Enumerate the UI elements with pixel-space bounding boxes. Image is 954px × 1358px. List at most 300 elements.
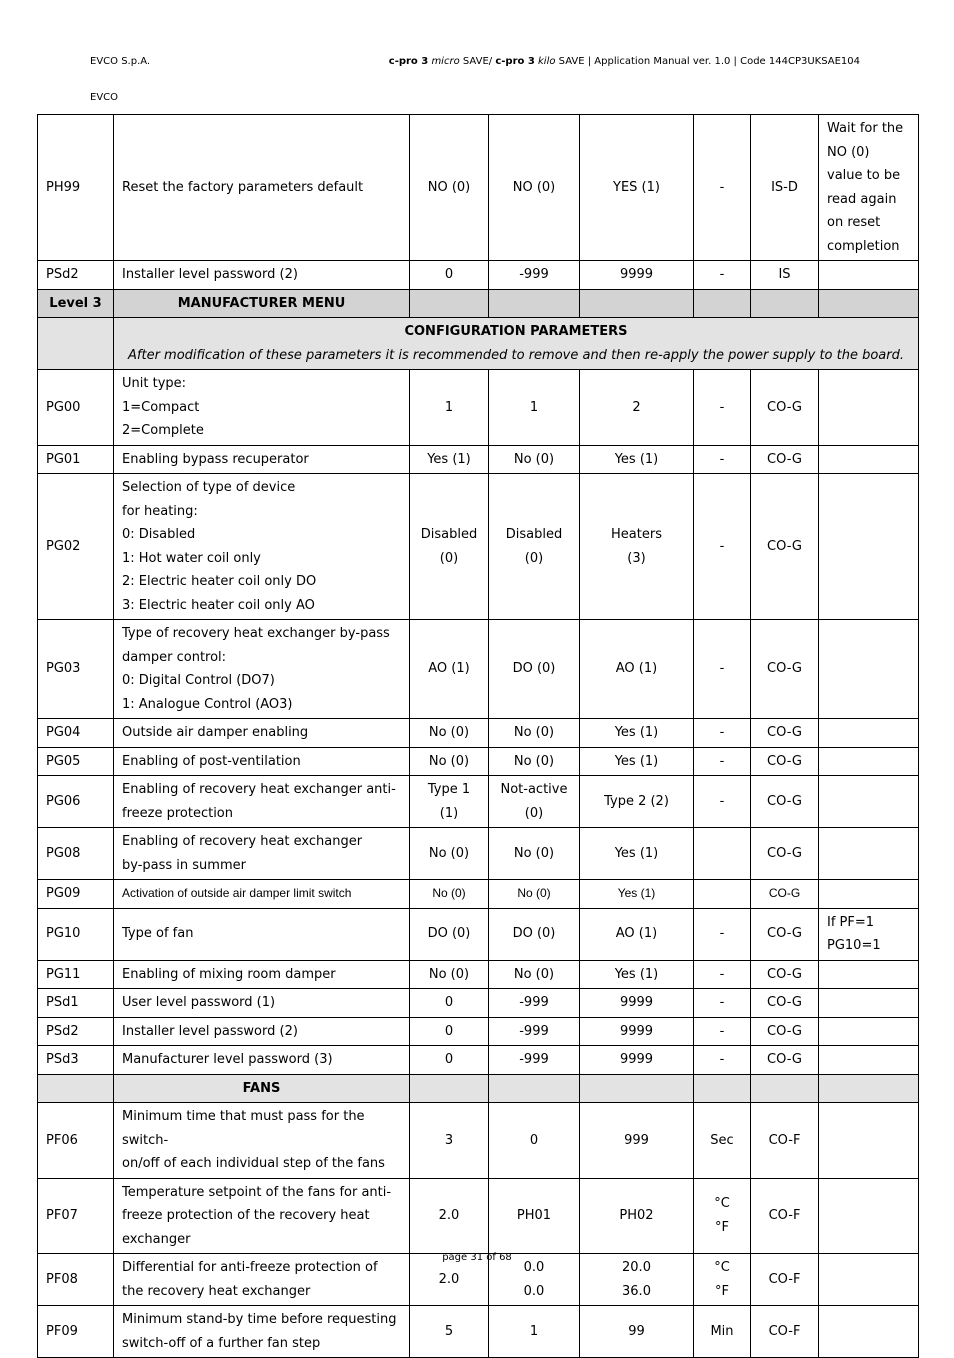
param-max	[580, 828, 694, 880]
param-max	[580, 115, 694, 261]
param-notes	[819, 474, 919, 620]
param-notes-line: PG10=1	[827, 938, 881, 953]
param-unit-line: Min	[710, 1323, 734, 1339]
param-code: PG10	[38, 908, 114, 960]
param-notes	[819, 828, 919, 880]
param-min-line: No (0)	[517, 886, 551, 900]
param-code: PF08	[38, 1254, 114, 1306]
param-code: PSd2	[38, 261, 114, 290]
param-max-line: (3)	[627, 550, 646, 566]
param-code: PF06	[38, 1103, 114, 1179]
param-min	[489, 1103, 580, 1179]
param-unit-line: °F	[715, 1219, 729, 1235]
param-min-line: Disabled	[505, 527, 563, 542]
param-default	[410, 719, 489, 748]
param-max-line: Yes (1)	[614, 451, 659, 467]
config-header-row	[38, 318, 919, 370]
param-default	[410, 960, 489, 989]
fans-title: FANS	[114, 1074, 410, 1103]
table-row	[38, 370, 919, 446]
param-max-line: AO (1)	[615, 926, 658, 942]
param-notes	[819, 1103, 919, 1179]
param-notes	[819, 115, 919, 261]
param-unit-line: -	[719, 995, 725, 1010]
param-max-line: Yes (1)	[614, 753, 659, 769]
param-description	[114, 115, 410, 261]
param-visibility: CO-G	[751, 1046, 819, 1075]
param-min	[489, 445, 580, 474]
param-code: PG03	[38, 620, 114, 719]
param-description-line: Installer level password (2)	[122, 1023, 298, 1039]
param-max-line: 9999	[619, 995, 654, 1010]
param-description-line: Minimum time that must pass for the switch-	[122, 1109, 365, 1148]
param-max	[580, 880, 694, 909]
header-brand: EVCO	[90, 92, 119, 103]
param-max	[580, 989, 694, 1018]
param-description-line: Temperature setpoint of the fans for anti-	[122, 1184, 392, 1200]
param-code: PSd3	[38, 1046, 114, 1075]
empty-cell	[410, 289, 489, 318]
param-unit	[694, 776, 751, 828]
title-variant-2: kilo	[538, 56, 556, 67]
param-min	[489, 908, 580, 960]
empty-cell	[489, 289, 580, 318]
param-description-line: on/off of each individual step of the fans	[122, 1156, 385, 1171]
param-notes	[819, 960, 919, 989]
param-max-line: 36.0	[622, 1283, 651, 1299]
param-min	[489, 474, 580, 620]
param-code: PSd2	[38, 1017, 114, 1046]
empty-cell	[410, 1074, 489, 1103]
param-default	[410, 989, 489, 1018]
param-max	[580, 1178, 694, 1254]
param-min	[489, 880, 580, 909]
param-max-line: Yes (1)	[614, 966, 659, 982]
param-default-line: 0	[444, 267, 454, 282]
param-visibility: CO-F	[751, 1306, 819, 1358]
param-min-line: DO (0)	[512, 926, 556, 942]
param-min-line: No (0)	[513, 966, 555, 982]
param-description	[114, 474, 410, 620]
param-default	[410, 880, 489, 909]
param-visibility: CO-G	[751, 1017, 819, 1046]
param-unit-line: -	[719, 1052, 725, 1067]
param-notes-line: on reset	[827, 215, 881, 230]
param-max-line: 9999	[619, 1023, 654, 1039]
param-unit-line: -	[719, 267, 725, 282]
empty-cell	[819, 289, 919, 318]
empty-cell	[580, 289, 694, 318]
param-description-line: 1=Compact	[122, 399, 200, 415]
param-visibility: CO-F	[751, 1178, 819, 1254]
param-notes	[819, 747, 919, 776]
param-unit	[694, 719, 751, 748]
param-max-line: 9999	[619, 1052, 654, 1067]
param-description	[114, 620, 410, 719]
param-visibility: IS	[751, 261, 819, 290]
param-description	[114, 719, 410, 748]
param-unit	[694, 960, 751, 989]
param-default-line: No (0)	[428, 966, 470, 982]
param-min-line: 0.0	[523, 1283, 545, 1299]
title-variant-1: micro	[431, 56, 460, 67]
param-max	[580, 908, 694, 960]
param-max-line: 20.0	[622, 1260, 651, 1275]
param-default-line: No (0)	[432, 886, 466, 900]
table-row	[38, 1178, 919, 1254]
param-max-line: Yes (1)	[614, 845, 659, 861]
param-default-line: No (0)	[428, 753, 470, 769]
param-unit	[694, 880, 751, 909]
param-notes	[819, 1046, 919, 1075]
param-default-line: AO (1)	[428, 661, 470, 677]
param-notes	[819, 445, 919, 474]
param-description	[114, 747, 410, 776]
param-notes	[819, 261, 919, 290]
param-min-line: No (0)	[513, 451, 555, 467]
param-description	[114, 1046, 410, 1075]
param-description-line: 1: Analogue Control (AO3)	[122, 696, 293, 712]
param-description-line: 3: Electric heater coil only AO	[122, 597, 315, 613]
table-row	[38, 880, 919, 909]
param-min-line: PH01	[516, 1208, 552, 1223]
param-default-line: Type 1	[427, 782, 471, 797]
param-min-line: -999	[519, 995, 549, 1010]
title-product-2: c-pro 3	[495, 56, 535, 67]
param-min	[489, 960, 580, 989]
param-visibility: CO-G	[751, 989, 819, 1018]
table-section-level3	[38, 289, 919, 370]
param-description-line: switch-off of a further fan step	[122, 1335, 321, 1351]
param-notes-line: read again	[827, 191, 897, 207]
param-min	[489, 1178, 580, 1254]
page-number: page 31 of 68	[442, 1252, 512, 1263]
param-min	[489, 370, 580, 446]
param-description	[114, 989, 410, 1018]
title-text-1: SAVE/	[462, 56, 493, 67]
param-unit	[694, 1017, 751, 1046]
param-default	[410, 828, 489, 880]
param-min	[489, 989, 580, 1018]
param-description-line: Type of recovery heat exchanger by-pass	[122, 626, 390, 641]
param-notes-line: value to be	[827, 168, 901, 183]
param-notes	[819, 370, 919, 446]
param-min	[489, 1017, 580, 1046]
param-max-line: YES (1)	[613, 179, 660, 195]
param-max-line: 999	[624, 1132, 649, 1148]
table-section-fans	[38, 1103, 919, 1358]
param-default	[410, 620, 489, 719]
empty-cell	[694, 289, 751, 318]
header-title	[389, 56, 860, 67]
param-notes	[819, 776, 919, 828]
param-notes	[819, 989, 919, 1018]
param-code: PF07	[38, 1178, 114, 1254]
param-max	[580, 1306, 694, 1358]
param-description-line: damper control:	[122, 649, 227, 665]
table-section-fans-header	[38, 1074, 919, 1103]
level3-row	[38, 289, 919, 318]
param-default-line: (0)	[439, 550, 459, 566]
param-default-line: Yes (1)	[427, 451, 471, 467]
param-default	[410, 1306, 489, 1358]
empty-cell	[694, 1074, 751, 1103]
param-default	[410, 445, 489, 474]
param-unit	[694, 261, 751, 290]
table-row	[38, 989, 919, 1018]
param-unit	[694, 474, 751, 620]
param-min	[489, 620, 580, 719]
param-default-line: Disabled	[420, 527, 478, 542]
param-description	[114, 960, 410, 989]
param-default	[410, 261, 489, 290]
param-code: PG01	[38, 445, 114, 474]
param-unit-line: -	[719, 538, 725, 554]
param-default	[410, 908, 489, 960]
table-row	[38, 261, 919, 290]
param-max	[580, 370, 694, 446]
param-visibility: IS-D	[751, 115, 819, 261]
param-min-line: -999	[519, 1023, 549, 1039]
param-description-line: Outside air damper enabling	[122, 725, 309, 740]
param-notes	[819, 908, 919, 960]
param-description-line: for heating:	[122, 503, 198, 519]
param-notes	[819, 1017, 919, 1046]
table-row	[38, 620, 919, 719]
param-code: PG06	[38, 776, 114, 828]
param-description-line: Enabling bypass recuperator	[122, 451, 309, 467]
param-unit-line: -	[719, 399, 725, 415]
param-description-line: User level password (1)	[122, 995, 276, 1010]
param-unit-line: Sec	[710, 1132, 734, 1148]
param-max-line: Heaters	[611, 527, 662, 542]
param-min-line: 0	[529, 1132, 539, 1148]
param-description-line: Selection of type of device	[122, 480, 296, 495]
param-description-line: 2: Electric heater coil only DO	[122, 574, 317, 589]
param-unit	[694, 908, 751, 960]
param-max-line: Yes (1)	[617, 886, 656, 900]
empty-cell	[751, 289, 819, 318]
empty-cell	[38, 1074, 114, 1103]
param-min-line: No (0)	[513, 845, 555, 861]
param-default-line: 3	[444, 1132, 454, 1148]
param-code: PG00	[38, 370, 114, 446]
param-description-line: Manufacturer level password (3)	[122, 1052, 333, 1067]
param-description-line: Enabling of post-ventilation	[122, 753, 301, 769]
param-description	[114, 776, 410, 828]
param-description-line: Type of fan	[122, 926, 194, 942]
param-notes-line: Wait for the	[827, 121, 904, 136]
param-unit	[694, 1046, 751, 1075]
param-unit	[694, 828, 751, 880]
param-visibility: CO-G	[751, 908, 819, 960]
param-default-line: 0	[444, 1052, 454, 1067]
table-row	[38, 719, 919, 748]
param-description-line: by-pass in summer	[122, 857, 246, 873]
param-unit	[694, 115, 751, 261]
param-default-line: 5	[444, 1323, 454, 1339]
param-description-line: Installer level password (2)	[122, 267, 298, 282]
param-code: PG02	[38, 474, 114, 620]
table-row	[38, 115, 919, 261]
menu-title: MANUFACTURER MENU	[114, 289, 410, 318]
param-min	[489, 719, 580, 748]
param-description	[114, 445, 410, 474]
param-visibility: CO-G	[751, 960, 819, 989]
param-unit-line: °F	[715, 1283, 729, 1299]
param-default	[410, 1046, 489, 1075]
param-unit-line: -	[719, 966, 725, 982]
param-unit-line: °C	[714, 1260, 730, 1275]
param-code: PG11	[38, 960, 114, 989]
param-description-line: Differential for anti-freeze protection of	[122, 1260, 378, 1275]
empty-cell	[580, 1074, 694, 1103]
param-notes-line: NO (0)	[827, 144, 870, 160]
table-row	[38, 828, 919, 880]
empty-cell	[38, 318, 114, 370]
param-unit-line: -	[719, 926, 725, 942]
param-min-line: No (0)	[513, 753, 555, 769]
param-unit-line: -	[719, 451, 725, 467]
param-unit-line: -	[719, 793, 725, 809]
param-unit	[694, 1103, 751, 1179]
param-notes	[819, 1306, 919, 1358]
param-description	[114, 1017, 410, 1046]
param-max	[580, 776, 694, 828]
param-description	[114, 1178, 410, 1254]
param-max-line: 99	[628, 1323, 645, 1339]
table-row	[38, 1017, 919, 1046]
param-max	[580, 261, 694, 290]
param-min-line: Not-active	[500, 782, 568, 797]
param-code: PG04	[38, 719, 114, 748]
param-notes-line: completion	[827, 238, 900, 254]
param-description-line: freeze protection of the recovery heat	[122, 1208, 370, 1223]
param-visibility: CO-G	[751, 445, 819, 474]
param-default	[410, 474, 489, 620]
param-min	[489, 1306, 580, 1358]
empty-cell	[751, 1074, 819, 1103]
param-min-line: (0)	[524, 550, 544, 566]
param-default-line: 0	[444, 1023, 454, 1039]
param-code: PSd1	[38, 989, 114, 1018]
param-min-line: 1	[529, 399, 539, 415]
param-description-line: Enabling of recovery heat exchanger	[122, 834, 363, 849]
param-visibility: CO-G	[751, 880, 819, 909]
param-visibility: CO-G	[751, 474, 819, 620]
param-default-line: 1	[444, 399, 454, 415]
param-default-line: 2.0	[438, 1271, 460, 1287]
param-min-line: (0)	[524, 805, 544, 821]
table-row	[38, 908, 919, 960]
param-unit	[694, 1306, 751, 1358]
param-code: PF09	[38, 1306, 114, 1358]
param-unit-line: -	[719, 1023, 725, 1039]
param-code: PG08	[38, 828, 114, 880]
table-row	[38, 960, 919, 989]
param-min	[489, 776, 580, 828]
param-code: PH99	[38, 115, 114, 261]
param-min-line: 1	[529, 1323, 539, 1339]
param-description-line: Activation of outside air damper limit switch	[122, 886, 352, 900]
empty-cell	[819, 1074, 919, 1103]
param-description	[114, 828, 410, 880]
param-description-line: Enabling of mixing room damper	[122, 966, 336, 982]
param-visibility: CO-F	[751, 1103, 819, 1179]
param-max-line: PH02	[619, 1208, 654, 1223]
param-notes-line: If PF=1	[827, 914, 875, 930]
param-notes	[819, 620, 919, 719]
param-visibility: CO-F	[751, 1254, 819, 1306]
table-row	[38, 445, 919, 474]
level-label: Level 3	[38, 289, 114, 318]
param-default	[410, 1103, 489, 1179]
param-description-line: the recovery heat exchanger	[122, 1283, 311, 1299]
param-unit-line: -	[719, 725, 725, 740]
param-min	[489, 828, 580, 880]
title-text-2: SAVE | Application Manual ver. 1.0 | Code 144CP3UKSAE104	[558, 56, 860, 67]
param-default	[410, 1017, 489, 1046]
param-default	[410, 776, 489, 828]
param-default-line: 0	[444, 995, 454, 1010]
param-max-line: AO (1)	[615, 661, 658, 677]
param-notes	[819, 719, 919, 748]
table-row	[38, 1046, 919, 1075]
param-min	[489, 261, 580, 290]
table-row	[38, 1306, 919, 1358]
param-description-line: Minimum stand-by time before requesting	[122, 1312, 397, 1327]
param-description-line: Reset the factory parameters default	[122, 179, 364, 195]
config-note: After modification of these parameters it is recommended to remove and then re-apply the power supply to the board.	[128, 347, 904, 363]
param-notes	[819, 1178, 919, 1254]
param-visibility: CO-G	[751, 620, 819, 719]
param-min-line: 0.0	[523, 1260, 545, 1275]
param-notes	[819, 880, 919, 909]
table-row	[38, 474, 919, 620]
param-unit-line: -	[719, 179, 725, 195]
parameters-table	[37, 114, 919, 1358]
param-min	[489, 747, 580, 776]
table-row	[38, 1103, 919, 1179]
param-visibility: CO-G	[751, 776, 819, 828]
param-unit-line: °C	[714, 1196, 730, 1212]
param-description	[114, 370, 410, 446]
param-default	[410, 1178, 489, 1254]
param-description	[114, 261, 410, 290]
header-company: EVCO S.p.A.	[90, 56, 151, 67]
param-max	[580, 445, 694, 474]
param-default-line: No (0)	[428, 845, 470, 861]
param-default-line: 2.0	[438, 1208, 460, 1223]
param-max	[580, 620, 694, 719]
param-description-line: exchanger	[122, 1231, 191, 1247]
param-default	[410, 370, 489, 446]
config-header-cell	[114, 318, 919, 370]
param-visibility: CO-G	[751, 370, 819, 446]
param-unit-line: -	[719, 661, 725, 677]
param-visibility: CO-G	[751, 828, 819, 880]
param-max	[580, 960, 694, 989]
table-section-config	[38, 370, 919, 1075]
param-unit	[694, 989, 751, 1018]
param-min	[489, 1046, 580, 1075]
param-max-line: 2	[632, 399, 641, 415]
param-max	[580, 1046, 694, 1075]
title-product-1: c-pro 3	[388, 56, 429, 67]
param-default	[410, 747, 489, 776]
fans-header-row	[38, 1074, 919, 1103]
param-min-line: -999	[519, 1052, 549, 1067]
